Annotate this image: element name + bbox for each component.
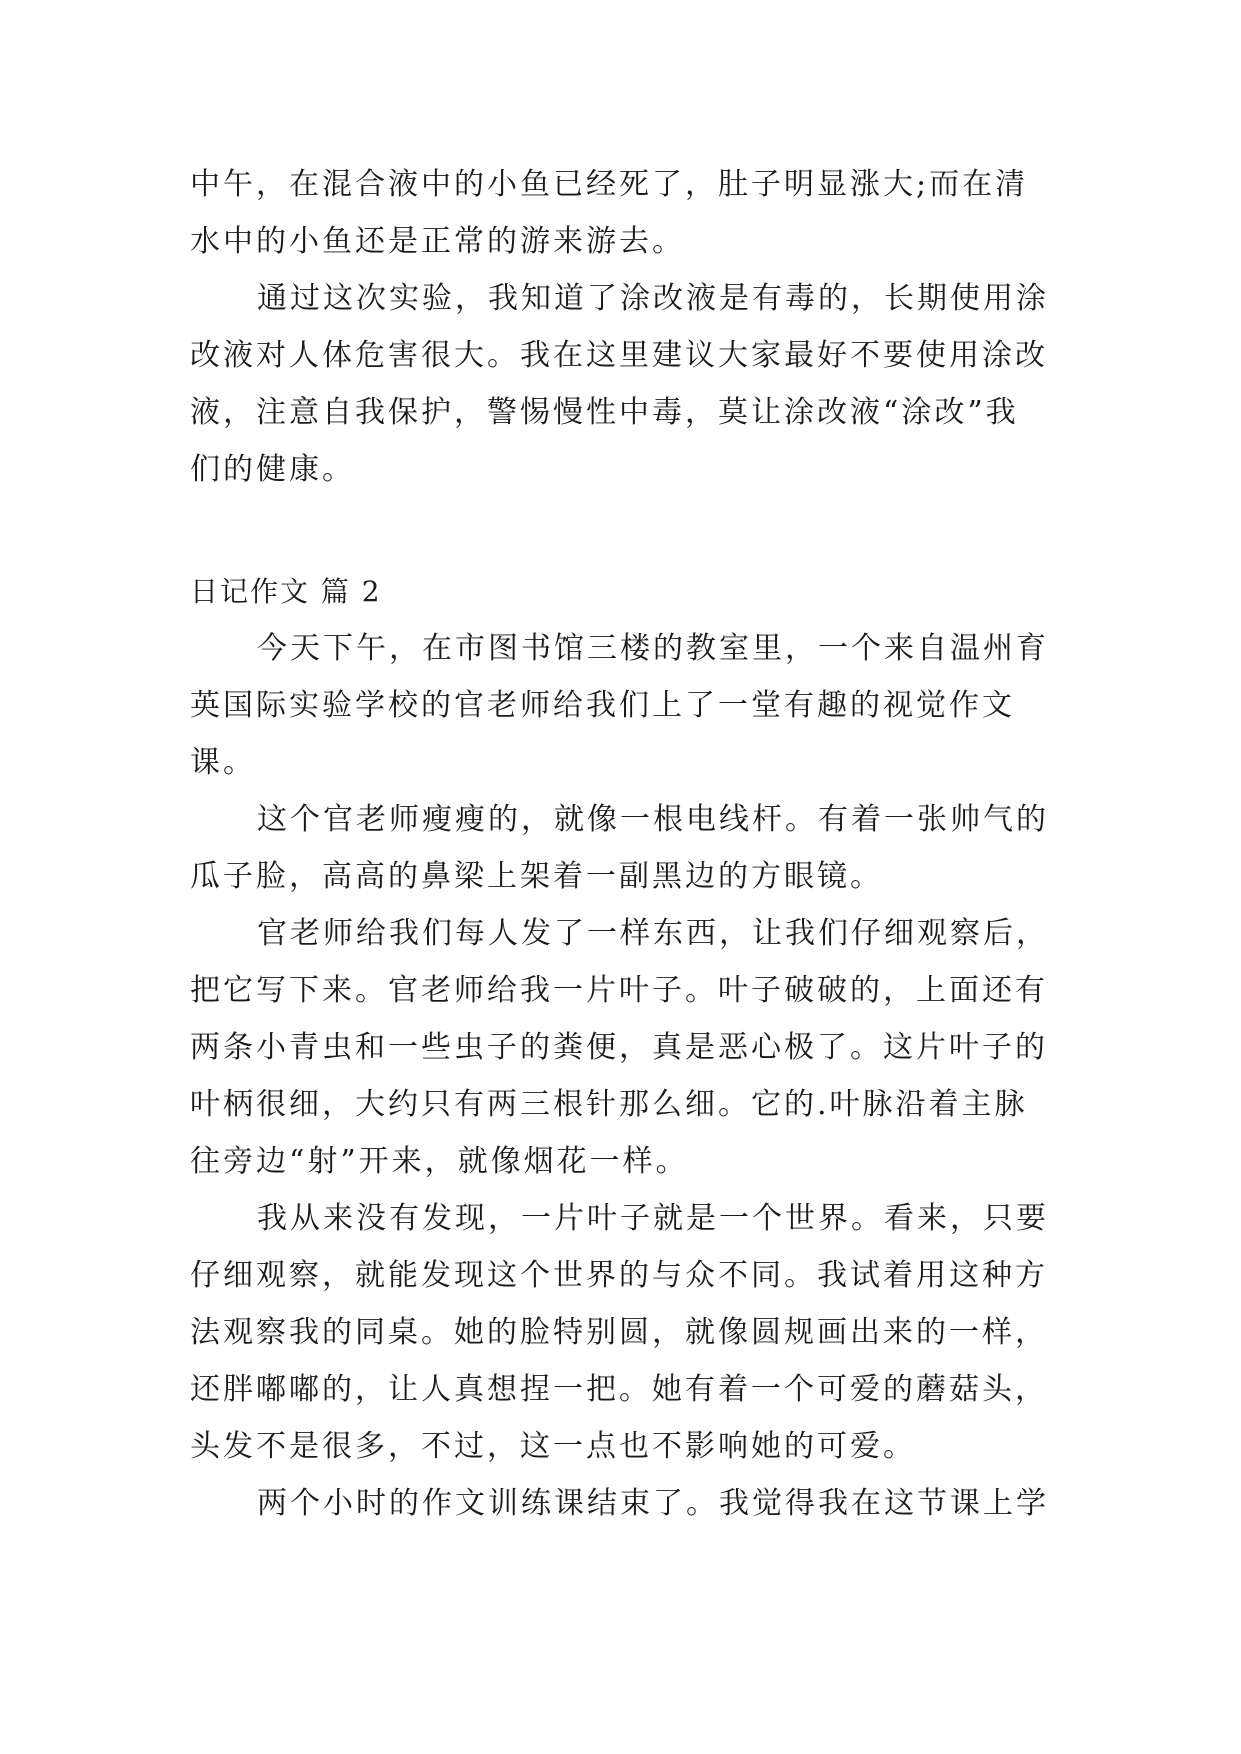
paragraph-line: 们的健康。: [190, 452, 355, 487]
paragraph-line: 我从来没有发现，一片叶子就是一个世界。看来，只要: [257, 1201, 1049, 1236]
paragraph-line: 往旁边“射”开来，就像烟花一样。: [190, 1144, 689, 1179]
paragraph-line: 通过这次实验，我知道了涂改液是有毒的，长期使用涂: [257, 281, 1049, 316]
paragraph-line: 两个小时的作文训练课结束了。我觉得我在这节课上学: [257, 1486, 1049, 1521]
paragraph-line: 把它写下来。官老师给我一片叶子。叶子破破的，上面还有: [190, 973, 1048, 1008]
section-heading: 日记作文 篇 2: [190, 575, 382, 608]
paragraph-line: 水中的小鱼还是正常的游来游去。: [190, 224, 685, 259]
paragraph-line: 今天下午，在市图书馆三楼的教室里，一个来自温州育: [257, 631, 1049, 666]
paragraph-line: 中午，在混合液中的小鱼已经死了，肚子明显涨大;而在清: [190, 167, 1029, 202]
paragraph-line: 还胖嘟嘟的，让人真想捏一把。她有着一个可爱的蘑菇头，: [190, 1372, 1048, 1407]
paragraph-line: 改液对人体危害很大。我在这里建议大家最好不要使用涂改: [190, 338, 1048, 373]
paragraph-line: 瓜子脸，高高的鼻梁上架着一副黑边的方眼镜。: [190, 859, 883, 894]
paragraph-line: 法观察我的同桌。她的脸特别圆，就像圆规画出来的一样，: [190, 1315, 1048, 1350]
paragraph-line: 这个官老师瘦瘦的，就像一根电线杆。有着一张帅气的: [257, 802, 1049, 837]
paragraph-line: 液，注意自我保护，警惕慢性中毒，莫让涂改液“涂改”我: [190, 395, 1019, 430]
paragraph-line: 头发不是很多，不过，这一点也不影响她的可爱。: [190, 1429, 916, 1464]
paragraph-line: 课。: [190, 745, 256, 780]
paragraph-line: 英国际实验学校的官老师给我们上了一堂有趣的视觉作文: [190, 688, 1015, 723]
paragraph-line: 仔细观察，就能发现这个世界的与众不同。我试着用这种方: [190, 1258, 1048, 1293]
paragraph-line: 叶柄很细，大约只有两三根针那么细。它的.叶脉沿着主脉: [190, 1087, 1028, 1122]
paragraph-line: 官老师给我们每人发了一样东西，让我们仔细观察后，: [257, 916, 1049, 951]
paragraph-line: 两条小青虫和一些虫子的粪便，真是恶心极了。这片叶子的: [190, 1030, 1048, 1065]
